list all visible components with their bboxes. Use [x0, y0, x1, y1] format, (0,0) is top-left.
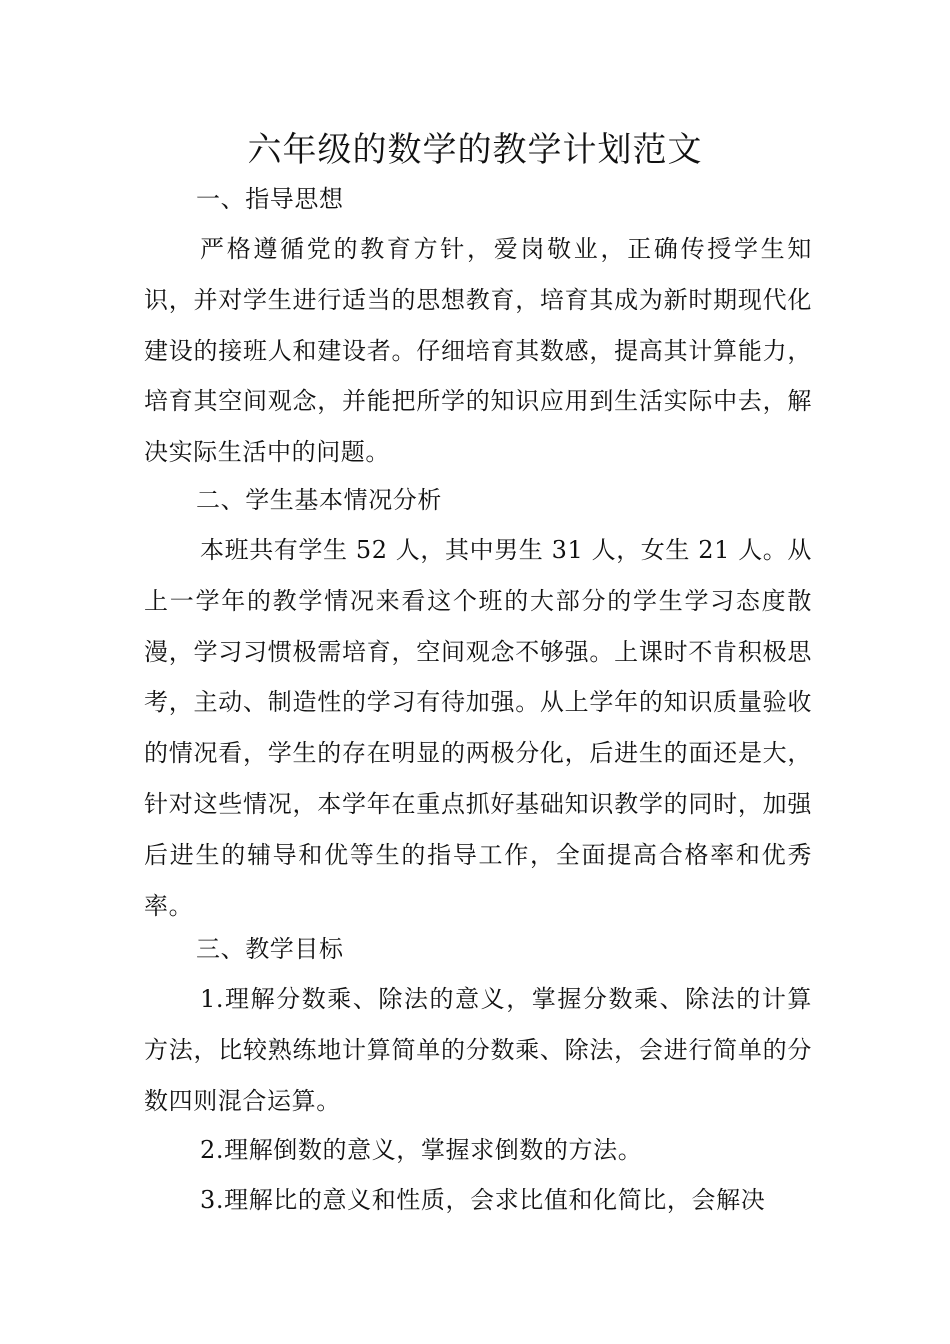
paragraph-guiding-ideology: 严格遵循党的教育方针，爱岗敬业，正确传授学生知识，并对学生进行适当的思想教育，培育其成为新时期现代化建设的接班人和建设者。仔细培育其数感，提高其计算能力，培育其空间观念，并能把所学的知识应用到生活实际中去，解决实际生活中的问题。: [144, 235, 812, 467]
section-heading-teaching-goals: 三、教学目标: [196, 935, 344, 963]
section-heading-guiding-ideology: 一、指导思想: [196, 185, 344, 213]
paragraph-goal-1: 1.理解分数乘、除法的意义，掌握分数乘、除法的计算方法，比较熟练地计算简单的分数乘、除法，会进行简单的分数四则混合运算。: [144, 985, 812, 1115]
paragraph-student-analysis: 本班共有学生 52 人，其中男生 31 人，女生 21 人。从上一学年的教学情况来看这个班的大部分的学生学习态度散漫，学习习惯极需培育，空间观念不够强。上课时不肯积极思考，主动、制造性的学习有待加强。从上学年的知识质量验收的情况看，学生的存在明显的两极分化，后进生的面还是大，针对这些情况，本学年在重点抓好基础知识教学的同时，加强后进生的辅导和优等生的指导工作，全面提高合格率和优秀率。: [144, 536, 812, 920]
document-title: 六年级的数学的教学计划范文: [247, 130, 703, 170]
paragraph-goal-3: 3.理解比的意义和性质，会求比值和化简比，会解决: [200, 1186, 766, 1214]
paragraph-goal-2: 2.理解倒数的意义，掌握求倒数的方法。: [200, 1136, 643, 1164]
section-heading-student-analysis: 二、学生基本情况分析: [196, 486, 442, 514]
